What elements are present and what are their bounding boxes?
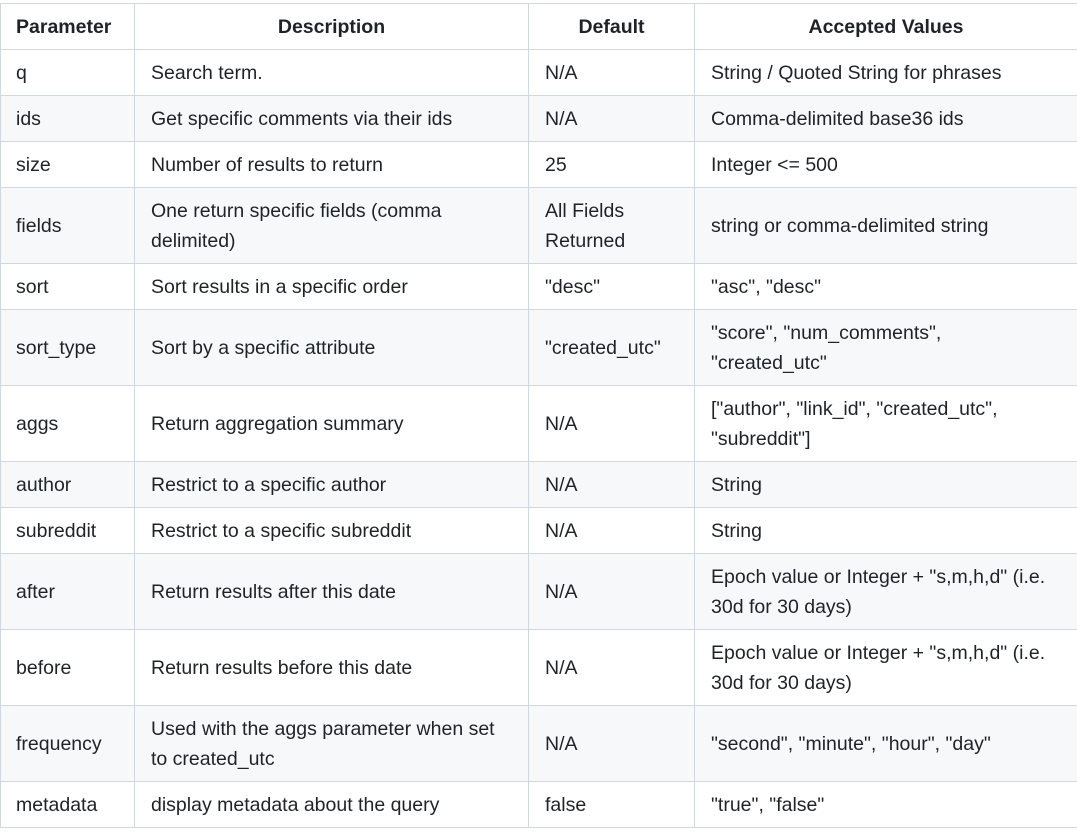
- cell-default: 25: [529, 142, 695, 188]
- cell-description: Number of results to return: [135, 142, 529, 188]
- table-row: [1, 264, 1077, 310]
- table-row: [1, 706, 1077, 782]
- cell-description: Search term.: [135, 50, 529, 96]
- table-row: [1, 310, 1077, 386]
- table-row: [1, 96, 1077, 142]
- cell-default: N/A: [529, 50, 695, 96]
- cell-description: Return results before this date: [135, 630, 529, 706]
- cell-accepted-values: String: [695, 508, 1077, 554]
- table-row: [1, 462, 1077, 508]
- cell-default: N/A: [529, 554, 695, 630]
- cell-accepted-values: Comma-delimited base36 ids: [695, 96, 1077, 142]
- cell-parameter: aggs: [1, 386, 135, 462]
- cell-parameter: sort_type: [1, 310, 135, 386]
- table-row: [1, 188, 1077, 264]
- cell-description: Sort results in a specific order: [135, 264, 529, 310]
- cell-description: Return aggregation summary: [135, 386, 529, 462]
- cell-description: Return results after this date: [135, 554, 529, 630]
- cell-default: false: [529, 782, 695, 828]
- table-row: [1, 50, 1077, 96]
- cell-accepted-values: "asc", "desc": [695, 264, 1077, 310]
- table-row: [1, 630, 1077, 706]
- table-header-row: [1, 4, 1077, 50]
- cell-parameter: ids: [1, 96, 135, 142]
- cell-default: N/A: [529, 630, 695, 706]
- cell-description: One return specific fields (comma delimited): [135, 188, 529, 264]
- cell-parameter: before: [1, 630, 135, 706]
- cell-parameter: after: [1, 554, 135, 630]
- cell-default: "desc": [529, 264, 695, 310]
- cell-parameter: sort: [1, 264, 135, 310]
- cell-parameter: fields: [1, 188, 135, 264]
- cell-parameter: subreddit: [1, 508, 135, 554]
- header-parameter: Parameter: [1, 4, 135, 50]
- cell-accepted-values: String: [695, 462, 1077, 508]
- cell-accepted-values: ["author", "link_id", "created_utc", "subreddit"]: [695, 386, 1077, 462]
- cell-accepted-values: "score", "num_comments", "created_utc": [695, 310, 1077, 386]
- cell-description: display metadata about the query: [135, 782, 529, 828]
- cell-default: N/A: [529, 462, 695, 508]
- cell-description: Restrict to a specific author: [135, 462, 529, 508]
- cell-default: N/A: [529, 96, 695, 142]
- cell-description: Sort by a specific attribute: [135, 310, 529, 386]
- cell-description: Get specific comments via their ids: [135, 96, 529, 142]
- table-row: [1, 554, 1077, 630]
- table-row: [1, 386, 1077, 462]
- cell-accepted-values: String / Quoted String for phrases: [695, 50, 1077, 96]
- cell-accepted-values: string or comma-delimited string: [695, 188, 1077, 264]
- cell-accepted-values: Integer <= 500: [695, 142, 1077, 188]
- cell-description: Restrict to a specific subreddit: [135, 508, 529, 554]
- cell-accepted-values: Epoch value or Integer + "s,m,h,d" (i.e. 30d for 30 days): [695, 554, 1077, 630]
- cell-accepted-values: "second", "minute", "hour", "day": [695, 706, 1077, 782]
- cell-parameter: metadata: [1, 782, 135, 828]
- table-row: [1, 508, 1077, 554]
- cell-parameter: frequency: [1, 706, 135, 782]
- cell-parameter: q: [1, 50, 135, 96]
- header-default: Default: [529, 4, 695, 50]
- cell-accepted-values: Epoch value or Integer + "s,m,h,d" (i.e. 30d for 30 days): [695, 630, 1077, 706]
- cell-accepted-values: "true", "false": [695, 782, 1077, 828]
- header-accepted-values: Accepted Values: [695, 4, 1077, 50]
- cell-description: Used with the aggs parameter when set to created_utc: [135, 706, 529, 782]
- cell-default: "created_utc": [529, 310, 695, 386]
- parameters-table: [0, 3, 1077, 828]
- cell-parameter: size: [1, 142, 135, 188]
- cell-default: N/A: [529, 508, 695, 554]
- cell-parameter: author: [1, 462, 135, 508]
- header-description: Description: [135, 4, 529, 50]
- cell-default: N/A: [529, 386, 695, 462]
- table-row: [1, 142, 1077, 188]
- cell-default: N/A: [529, 706, 695, 782]
- table-row: [1, 782, 1077, 828]
- cell-default: All Fields Returned: [529, 188, 695, 264]
